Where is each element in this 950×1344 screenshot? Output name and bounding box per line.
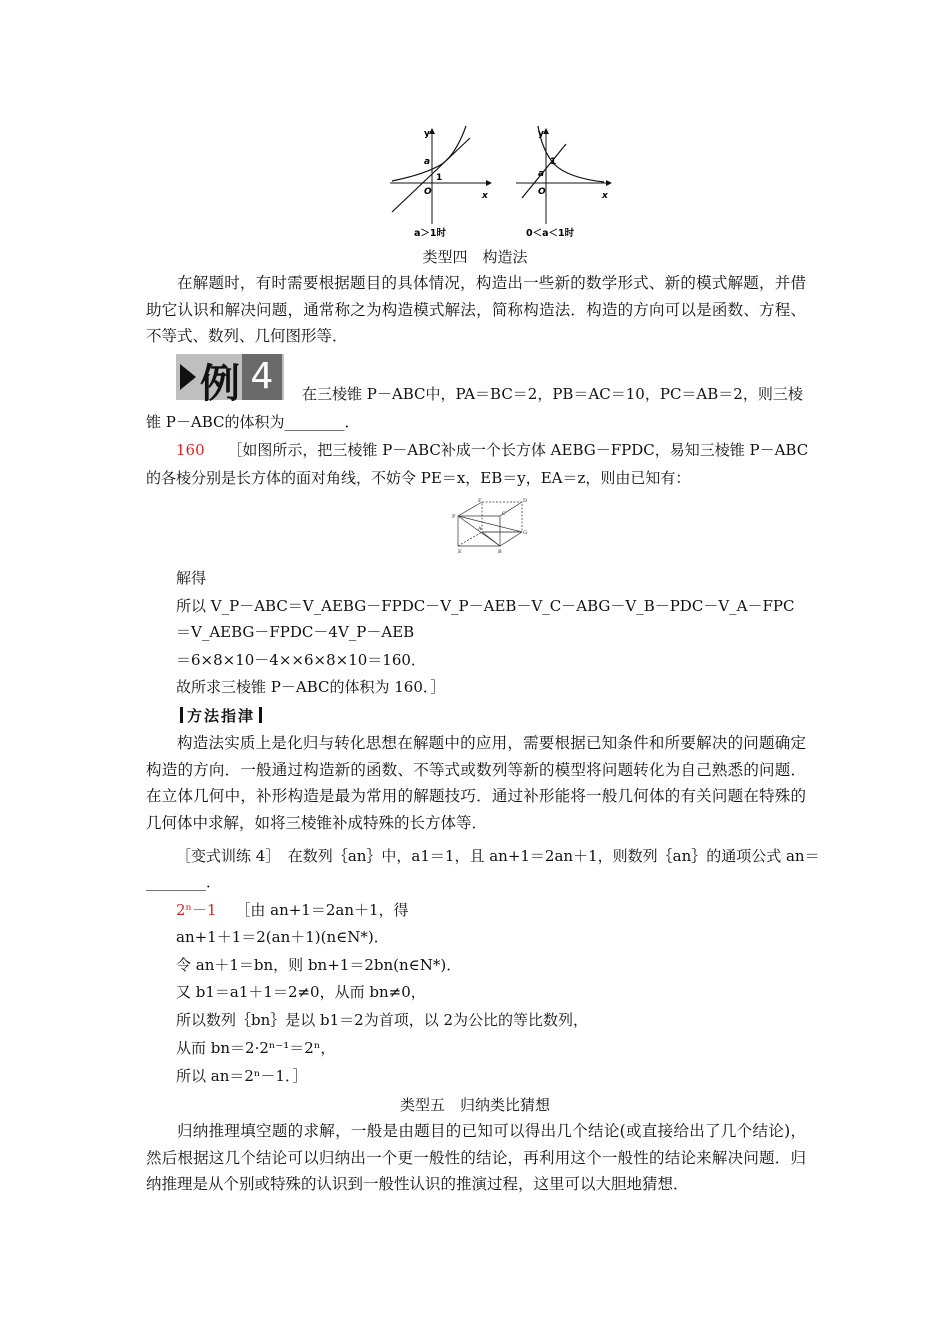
volume-line1: 所以 V_P－ABC＝V_AEBG－FPDC－V_P－AEB－V_C－ABG－V_B－PDC－V_A－FPC	[176, 597, 795, 615]
example-solution-line2: 的各棱分别是长方体的面对角线，不妨令 PE＝x，EB＝y，EA＝z，则由已知有：	[146, 469, 691, 487]
section5-intro: 归纳推理填空题的求解，一般是由题目的已知可以得出几个结论(或直接给出了几个结论)，然后根据这几个结论可以归纳出一个更一般性的结论，再利用这个一般性的结论来解决问题．归纳推理是从个别或特殊的认识到一般性认识的推演过程，这里可以大胆地猜想．	[146, 1122, 806, 1193]
vertex-label: G	[523, 530, 527, 536]
section4-intro: 在解题时，有时需要根据题目的具体情况，构造出一些新的数学形式、新的模式解题，并借助它认识和解决问题，通常称之为构造模式解法，简称构造法．构造的方向可以是函数、方程、不等式、数列、几何图形等．	[146, 274, 806, 345]
method-title: 方法指津	[176, 705, 266, 726]
vertex-label: E	[458, 549, 462, 555]
vertex-label: F	[478, 498, 482, 504]
example-question-line1: 在三棱锥 P－ABC中，PA＝BC＝2，PB＝AC＝10，PC＝AB＝2，则三棱	[302, 385, 803, 403]
axis-y-label: y	[538, 129, 544, 139]
triangle-icon	[180, 364, 196, 390]
label-one: 1	[436, 173, 443, 183]
section5-title: 类型五 归纳类比猜想	[399, 1096, 550, 1114]
example-solution-text: ［如图所示，把三棱锥 P－ABC补成一个长方体 AEBG－FPDC，易知三棱锥 P－ABC	[227, 441, 809, 459]
variant-step: 令 an＋1＝bn，则 bn+1＝2bn(n∈N*)．	[176, 956, 462, 974]
section4-title: 类型四 构造法	[422, 248, 528, 266]
variant-step: 所以数列｛bn｝是以 b1＝2为首项，以 2为公比的等比数列，	[176, 1011, 589, 1029]
example-char: 例	[200, 361, 240, 407]
variant-step: an+1＋1＝2(an＋1)(n∈N*)．	[176, 928, 389, 946]
example-answer: 160	[176, 441, 205, 459]
axis-x-label: x	[482, 191, 488, 201]
method-text: 构造法实质上是化归与转化思想在解题中的应用，需要根据已知条件和所要解决的问题确定构造的方向．一般通过构造新的函数、不等式或数列等新的模型将问题转化为自己熟悉的问题．在立体几何中，补形构造是最为常用的解题技巧．通过补形能将一般几何体的有关问题在特殊的几何体中求解，如将三棱锥补成特殊的长方体等．	[146, 734, 806, 832]
volume-line3: ＝6×8×10－4××6×8×10＝160．	[176, 651, 426, 669]
variant-question-line2: ________．	[146, 873, 222, 891]
example-number: 4	[242, 354, 282, 400]
variant-step: 所以 an＝2ⁿ－1．］	[176, 1067, 308, 1085]
origin-label: O	[424, 187, 432, 197]
variant-answer: 2ⁿ－1	[176, 901, 217, 919]
variant-step: 又 b1＝a1＋1＝2≠0，从而 bn≠0，	[176, 983, 426, 1001]
variant-question-line1: ［变式训练 4］ 在数列｛an｝中，a1＝1，且 an+1＝2an＋1，则数列｛an｝的通项公式 an＝	[176, 847, 820, 865]
example-badge	[176, 354, 284, 407]
vertex-label: C	[502, 511, 506, 517]
origin-label: O	[538, 187, 546, 197]
vertex-label: A	[478, 526, 482, 532]
variant-step: 从而 bn＝2·2ⁿ⁻¹＝2ⁿ，	[176, 1039, 336, 1057]
graph-caption: 0＜a＜1时	[526, 228, 575, 239]
variant-solution-text: ［由 an+1＝2an＋1，得	[235, 901, 409, 919]
axis-x-label: x	[602, 191, 608, 201]
label-one: 1	[550, 157, 557, 167]
volume-line4: 故所求三棱锥 P－ABC的体积为 160．］	[176, 678, 446, 696]
example-question-line2: 锥 P－ABC的体积为________．	[146, 413, 360, 431]
variant-solution-line1	[176, 900, 409, 920]
vertex-label: B	[498, 549, 502, 555]
example-solution-line1	[176, 440, 808, 460]
graph-a-between-0-1	[512, 124, 622, 242]
label-a: a	[424, 157, 431, 167]
graph-caption: a＞1时	[414, 228, 447, 239]
vertex-label: P	[452, 514, 456, 520]
label-a: a	[538, 169, 545, 179]
cuboid-figure	[452, 498, 528, 556]
graph-a-greater-1	[386, 124, 496, 242]
solve-text: 解得	[176, 569, 207, 587]
axis-y-label: y	[424, 129, 430, 139]
vertex-label: D	[523, 498, 528, 504]
volume-line2: ＝V_AEBG－FPDC－4V_P－AEB	[176, 623, 415, 641]
